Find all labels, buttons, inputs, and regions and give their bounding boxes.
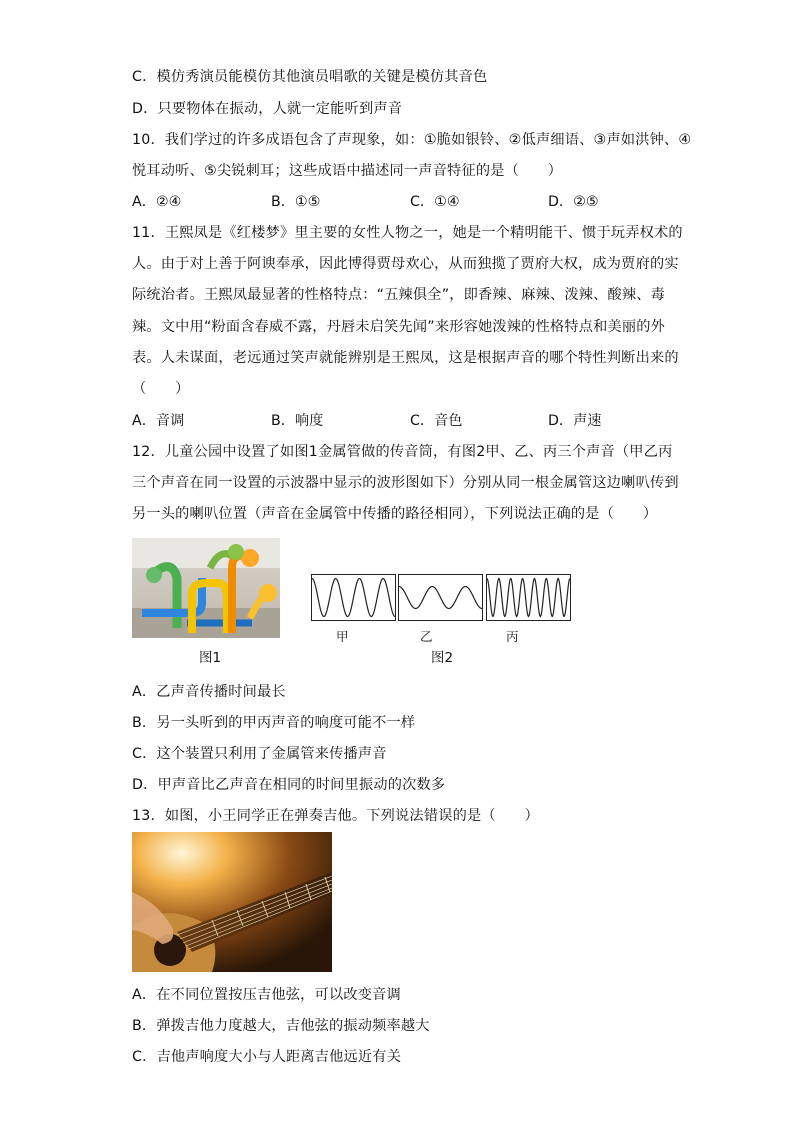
q11-stem-line1: 11．王熙凤是《红楼梦》里主要的女性人物之一，她是一个精明能干、惯于玩弄权术的	[132, 225, 683, 241]
q11-option-a[interactable]: A．音调	[132, 413, 185, 429]
waveform-yi	[398, 574, 483, 621]
q11-stem-line5: 表。人未谋面，老远通过笑声就能辨别是王熙凤，这是根据声音的哪个特性判断出来的	[132, 350, 679, 366]
q11-options	[132, 410, 692, 430]
q10-stem-line1: 10．我们学过的许多成语包含了声现象，如：①脆如银铃、②低声细语、③声如洪钟、④	[132, 132, 692, 148]
q11-stem-line4: 辣。文中用“粉面含春威不露，丹唇未启笑先闻”来形容她泼辣的性格特点和美丽的外	[132, 319, 666, 335]
q11-option-b[interactable]: B．响度	[271, 413, 324, 429]
q13-option-a[interactable]: A．在不同位置按压吉他弦，可以改变音调	[132, 987, 401, 1003]
q11-option-c[interactable]: C．音色	[410, 413, 463, 429]
q10-stem-line2: 悦耳动听、⑤尖锐刺耳；这些成语中描述同一声音特征的是（ ）	[132, 163, 563, 179]
q10-option-a[interactable]: A．②④	[132, 194, 182, 210]
q10-option-c[interactable]: C．①④	[410, 194, 460, 210]
q10-option-d[interactable]: D．②⑤	[548, 194, 599, 210]
q12-option-a[interactable]: A．乙声音传播时间最长	[132, 684, 286, 700]
q13-option-c[interactable]: C．吉他声响度大小与人距离吉他远近有关	[132, 1049, 402, 1065]
figure-1-pipes-image	[132, 538, 280, 638]
q9-option-c: C．模仿秀演员能模仿其他演员唱歌的关键是模仿其音色	[132, 69, 488, 85]
q11-answer-blank: （ ）	[132, 381, 190, 397]
q13-option-b[interactable]: B．弹拨吉他力度越大，吉他弦的振动频率越大	[132, 1018, 430, 1034]
waveform-jia-line	[312, 579, 395, 617]
q10-option-b[interactable]: B．①⑤	[271, 194, 321, 210]
q13-stem: 13．如图，小王同学正在弹奏吉他。下列说法错误的是（ ）	[132, 808, 539, 824]
figure-2-caption: 图2	[431, 650, 454, 666]
figure-1-caption: 图1	[199, 650, 222, 666]
waveform-label-yi: 乙	[420, 629, 433, 644]
waveform-yi-line	[399, 587, 482, 609]
q12-stem-line2: 三个声音在同一设置的示波器中显示的波形图如下）分别从同一根金属管这边喇叭传到	[132, 475, 679, 491]
q9-option-d: D．只要物体在振动，人就一定能听到声音	[132, 101, 403, 117]
q12-stem-line3: 另一头的喇叭位置（声音在金属管中传播的路径相同），下列说法正确的是（ ）	[132, 506, 658, 522]
q11-stem-line2: 人。由于对上善于阿谀奉承，因此博得贾母欢心，从而独揽了贾府大权，成为贾府的实	[132, 256, 679, 272]
waveform-label-jia: 甲	[336, 629, 349, 644]
q12-stem-line1: 12．儿童公园中设置了如图1金属管做的传音筒，有图2甲、乙、丙三个声音（甲乙丙	[132, 444, 673, 460]
waveform-bing-line	[487, 579, 570, 617]
waveform-jia	[311, 574, 396, 621]
guitar-photo	[132, 832, 332, 972]
waveform-label-bing: 丙	[506, 629, 519, 644]
q11-stem-line3: 际统治者。王熙凤最显著的性格特点：“五辣俱全”，即香辣、麻辣、泼辣、酸辣、毒	[132, 287, 666, 303]
q10-options	[132, 191, 692, 211]
q11-option-d[interactable]: D．声速	[548, 413, 602, 429]
q12-option-c[interactable]: C．这个装置只利用了金属管来传播声音	[132, 746, 387, 762]
waveform-bing	[486, 574, 571, 621]
q12-option-d[interactable]: D．甲声音比乙声音在相同的时间里振动的次数多	[132, 777, 446, 793]
q12-option-b[interactable]: B．另一头听到的甲丙声音的响度可能不一样	[132, 715, 416, 731]
